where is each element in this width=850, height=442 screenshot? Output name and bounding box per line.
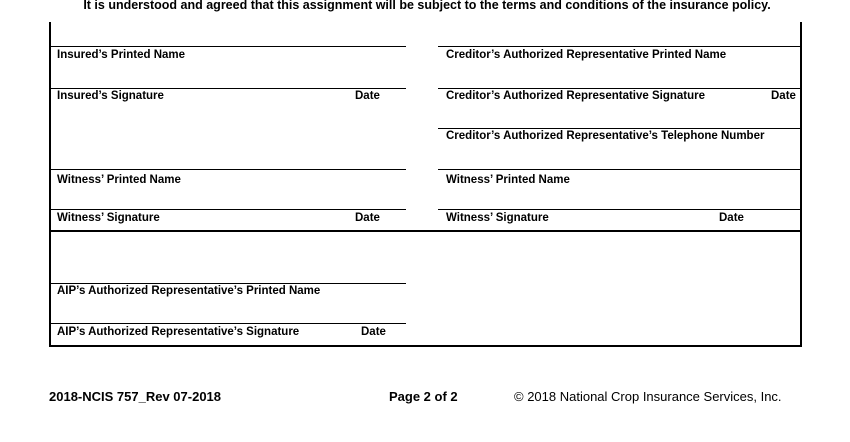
witness-signature-label-left: Witness’ Signature bbox=[57, 212, 160, 224]
witness-signature-line-right[interactable] bbox=[438, 209, 800, 210]
creditor-signature-label: Creditor’s Authorized Representative Signature bbox=[446, 90, 706, 102]
aip-signature-line[interactable] bbox=[51, 323, 406, 324]
witness-printed-name-line-right[interactable] bbox=[438, 169, 800, 170]
assignment-notice: It is understood and agreed that this assignment will be subject to the terms and conditions of the insurance policy. bbox=[83, 0, 771, 12]
witness-signature-line-left[interactable] bbox=[51, 209, 406, 210]
insured-signature-line[interactable] bbox=[51, 88, 406, 89]
insured-printed-name-line[interactable] bbox=[51, 46, 406, 47]
insured-signature-label: Insured’s Signature bbox=[57, 90, 164, 102]
creditor-printed-name-label: Creditor’s Authorized Representative Printed Name bbox=[446, 49, 727, 61]
creditor-telephone-label: Creditor’s Authorized Representative’s Telephone Number bbox=[446, 130, 765, 142]
insured-printed-name-label: Insured’s Printed Name bbox=[57, 49, 186, 61]
creditor-printed-name-line[interactable] bbox=[438, 46, 800, 47]
witness-date-label-right: Date bbox=[719, 212, 744, 224]
form-id: 2018-NCIS 757_Rev 07-2018 bbox=[49, 389, 222, 404]
witness-date-label-left: Date bbox=[355, 212, 380, 224]
creditor-signature-line[interactable] bbox=[438, 88, 800, 89]
witness-signature-label-right: Witness’ Signature bbox=[446, 212, 549, 224]
witness-printed-name-label-right: Witness’ Printed Name bbox=[446, 174, 570, 186]
creditor-date-label: Date bbox=[771, 90, 796, 102]
aip-signature-label: AIP’s Authorized Representative’s Signature bbox=[57, 326, 300, 338]
copyright-notice: © 2018 National Crop Insurance Services, Inc. bbox=[514, 389, 782, 404]
aip-printed-name-label: AIP’s Authorized Representative’s Printed Name bbox=[57, 285, 321, 297]
page-number: Page 2 of 2 bbox=[389, 389, 458, 404]
witness-printed-name-line-left[interactable] bbox=[51, 169, 406, 170]
witness-printed-name-label-left: Witness’ Printed Name bbox=[57, 174, 181, 186]
creditor-telephone-line[interactable] bbox=[438, 128, 800, 129]
insured-date-label: Date bbox=[355, 90, 380, 102]
aip-printed-name-line[interactable] bbox=[51, 283, 406, 284]
aip-date-label: Date bbox=[361, 326, 386, 338]
